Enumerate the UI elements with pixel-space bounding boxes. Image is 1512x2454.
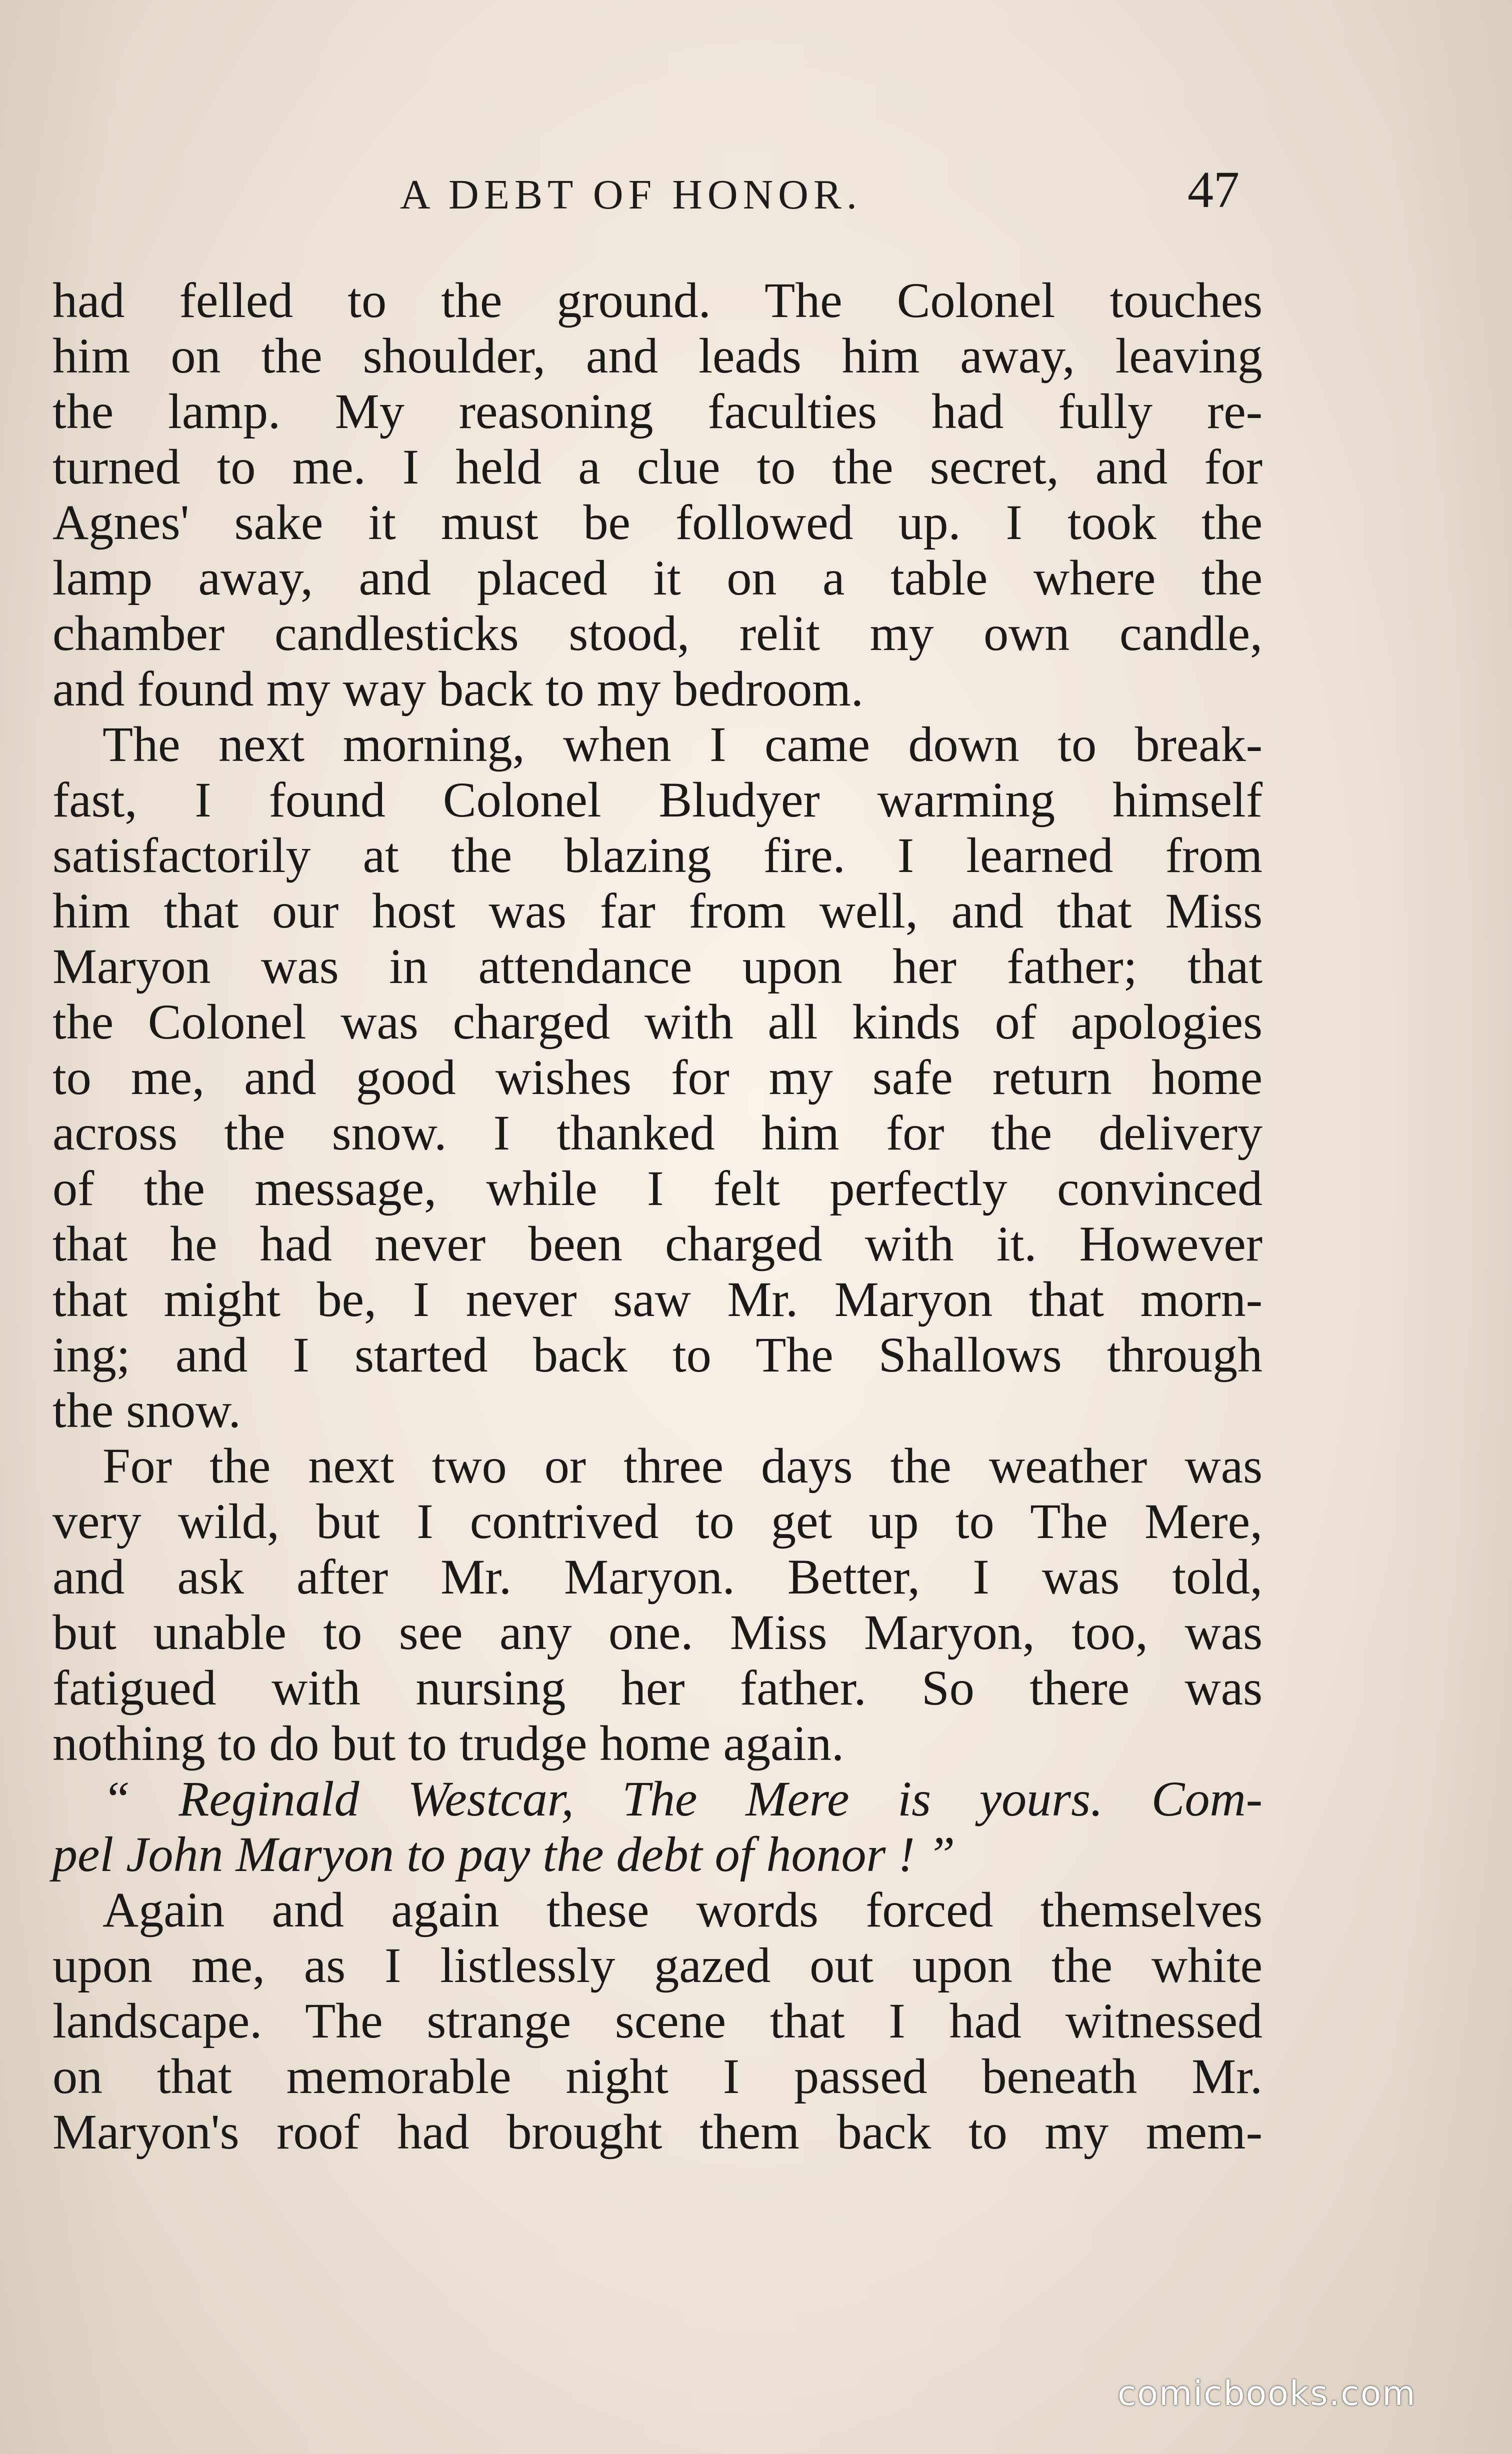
text-line: that might be, I never saw Mr. Maryon that morn- [52,1272,1262,1327]
text-line: the snow. [52,1382,241,1438]
text-line: very wild, but I contrived to get up to The Mere, [52,1494,1262,1549]
body-text [52,272,1262,2160]
text-line: For the next two or three days the weather was [102,1438,1262,1494]
text-line: fast, I found Colonel Bludyer warming himself [52,772,1262,828]
text-line: Agnes' sake it must be followed up. I took the [52,494,1262,550]
text-line: The next morning, when I came down to break- [102,716,1262,772]
text-line: of the message, while I felt perfectly convinced [52,1160,1262,1216]
text-line: landscape. The strange scene that I had witnessed [52,1993,1262,2048]
text-line: nothing to do but to trudge home again. [52,1716,844,1771]
text-line: and ask after Mr. Maryon. Better, I was told, [52,1549,1262,1604]
text-line: but unable to see any one. Miss Maryon, too, was [52,1604,1262,1660]
text-line: to me, and good wishes for my safe return home [52,1050,1262,1105]
text-line: upon me, as I listlessly gazed out upon the white [52,1938,1262,1993]
text-line: Maryon was in attendance upon her father; that [52,938,1262,994]
running-title: A DEBT OF HONOR. [400,172,862,218]
text-line: the Colonel was charged with all kinds of apologies [52,994,1262,1050]
text-line: chamber candlesticks stood, relit my own candle, [52,606,1262,661]
text-line: across the snow. I thanked him for the delivery [52,1105,1262,1160]
text-line: lamp away, and placed it on a table where the [52,550,1262,606]
quote-line: “ Reginald Westcar, The Mere is yours. Com- [102,1771,1262,1826]
text-line: the lamp. My reasoning faculties had fully re- [52,384,1262,439]
text-line: Again and again these words forced themselves [102,1882,1262,1938]
text-line: him that our host was far from well, and that Miss [52,883,1262,938]
text-line: fatigued with nursing her father. So there was [52,1660,1262,1716]
text-line: that he had never been charged with it. However [52,1216,1262,1272]
text-line: ing; and I started back to The Shallows through [52,1327,1262,1382]
page-number: 47 [1188,161,1240,218]
text-line: turned to me. I held a clue to the secret, and for [52,439,1262,494]
text-line: satisfactorily at the blazing fire. I learned from [52,828,1262,883]
text-line: and found my way back to my bedroom. [52,661,864,716]
text-line: him on the shoulder, and leads him away, leaving [52,328,1262,384]
watermark: comicbooks.com [1118,2374,1416,2414]
text-line: Maryon's roof had brought them back to my mem- [52,2104,1262,2160]
text-line: had felled to the ground. The Colonel touches [52,272,1262,328]
quote-line: pel John Maryon to pay the debt of honor ! ” [52,1826,956,1882]
text-line: on that memorable night I passed beneath Mr. [52,2048,1262,2104]
running-head [0,161,1512,225]
